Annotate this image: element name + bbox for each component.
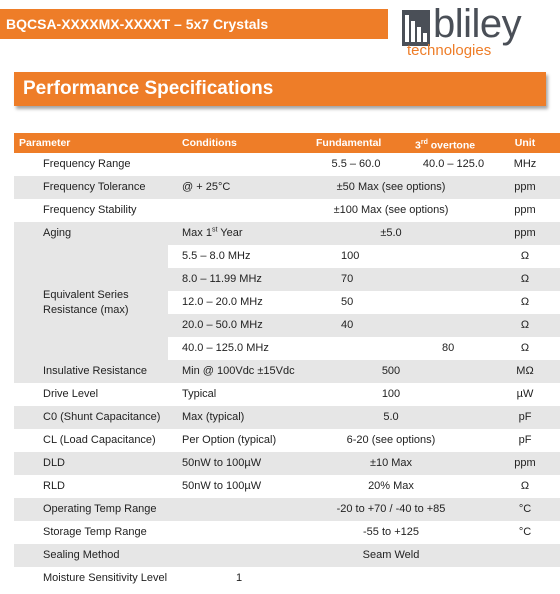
- row-value: -20 to +70 / -40 to +85: [336, 503, 446, 515]
- esr-overtone: 80: [442, 342, 455, 354]
- esr-unit: Ω: [520, 342, 530, 354]
- row-value: ±100 Max (see options): [333, 204, 449, 216]
- row-condition: 50nW to 100µW: [182, 480, 262, 492]
- table-row: [14, 153, 560, 176]
- header-overtone: 3rd overtone: [415, 139, 476, 152]
- logo-subtitle: technologies: [407, 42, 492, 59]
- table-row: [14, 544, 560, 567]
- row-condition: Per Option (typical): [182, 434, 277, 446]
- esr-condition: 40.0 – 125.0 MHz: [182, 342, 269, 354]
- row-unit: ppm: [514, 227, 536, 239]
- row-value: 100: [381, 388, 401, 400]
- row-value: 5.0: [383, 411, 399, 423]
- esr-fundamental: 70: [341, 273, 354, 285]
- table-header: [14, 133, 560, 153]
- row-unit: µW: [516, 388, 534, 400]
- row-parameter: RLD: [43, 480, 66, 492]
- table-row: [14, 521, 560, 544]
- row-value: Seam Weld: [362, 549, 420, 561]
- row-parameter: Insulative Resistance: [43, 365, 147, 377]
- row-unit: °C: [518, 526, 532, 538]
- row-parameter: Sealing Method: [43, 549, 120, 561]
- table-row: [14, 199, 560, 222]
- esr-condition: 20.0 – 50.0 MHz: [182, 319, 263, 331]
- section-title: [14, 72, 546, 106]
- row-unit: pF: [518, 434, 532, 446]
- esr-condition: 8.0 – 11.99 MHz: [182, 273, 262, 285]
- table-row: [14, 452, 560, 475]
- esr-fundamental: 40: [341, 319, 354, 331]
- row-parameter: CL (Load Capacitance): [43, 434, 156, 446]
- document-title: BQCSA-XXXXMX-XXXXT – 5x7 Crystals: [6, 16, 269, 32]
- esr-parameter: Equivalent Series Resistance (max): [43, 289, 129, 316]
- row-unit: pF: [518, 411, 532, 423]
- esr-condition: 12.0 – 20.0 MHz: [182, 296, 263, 308]
- row-unit: Ω: [520, 480, 530, 492]
- row-condition: Max (typical): [182, 411, 245, 423]
- esr-row: [168, 268, 560, 291]
- row-condition: Min @ 100Vdc ±15Vdc: [182, 365, 295, 377]
- row-parameter: Drive Level: [43, 388, 99, 400]
- esr-row: [168, 314, 560, 337]
- row-unit: ppm: [514, 204, 536, 216]
- row-overtone: 40.0 – 125.0: [422, 158, 485, 170]
- table-row: [14, 360, 560, 383]
- row-value: ±10 Max: [369, 457, 413, 469]
- esr-fundamental: 100: [341, 250, 360, 262]
- row-parameter: Moisture Sensitivity Level: [43, 572, 168, 584]
- esr-condition: 5.5 – 8.0 MHz: [182, 250, 251, 262]
- row-condition: Typical: [182, 388, 217, 400]
- row-fundamental: 5.5 – 60.0: [331, 158, 381, 170]
- table-row: [14, 176, 560, 199]
- row-value: -55 to +125: [363, 526, 419, 538]
- row-parameter: C0 (Shunt Capacitance): [43, 411, 161, 423]
- header-parameter: Parameter: [19, 137, 71, 149]
- row-condition: 50nW to 100µW: [182, 457, 262, 469]
- row-value: 6-20 (see options): [346, 434, 436, 446]
- table-row: [14, 498, 560, 521]
- esr-unit: Ω: [520, 296, 530, 308]
- section-title-text: Performance Specifications: [23, 78, 274, 99]
- header-unit: Unit: [514, 137, 536, 149]
- esr-unit: Ω: [520, 250, 530, 262]
- esr-unit: Ω: [520, 273, 530, 285]
- row-value: ±5.0: [380, 227, 402, 239]
- row-parameter: Storage Temp Range: [43, 526, 147, 538]
- row-condition: @ + 25°C: [182, 181, 231, 193]
- bliley-logo: [402, 2, 560, 60]
- document-header-bar: [0, 9, 388, 39]
- row-parameter: Frequency Tolerance: [43, 181, 146, 193]
- row-value: 20% Max: [368, 480, 414, 492]
- esr-unit: Ω: [520, 319, 530, 331]
- row-parameter: DLD: [43, 457, 66, 469]
- row-value: 500: [381, 365, 401, 377]
- row-unit: MΩ: [516, 365, 534, 377]
- esr-fundamental: 50: [341, 296, 354, 308]
- row-value: ±50 Max (see options): [336, 181, 446, 193]
- row-unit: ppm: [514, 181, 536, 193]
- table-row: [14, 429, 560, 452]
- table-row: [14, 567, 560, 590]
- table-row: [14, 475, 560, 498]
- table-row: [14, 383, 560, 406]
- row-parameter: Frequency Stability: [43, 204, 137, 216]
- table-row: [14, 406, 560, 429]
- row-unit: ppm: [514, 457, 536, 469]
- row-condition: Max 1st Year: [182, 226, 243, 239]
- row-parameter: Frequency Range: [43, 158, 131, 170]
- table-row: [14, 222, 560, 245]
- row-condition: 1: [236, 572, 243, 584]
- logo-mark-icon: [402, 10, 430, 46]
- header-conditions: Conditions: [182, 137, 237, 149]
- row-unit: MHz: [513, 158, 537, 170]
- row-parameter: Aging: [43, 227, 72, 239]
- header-fundamental: Fundamental: [316, 137, 382, 149]
- logo-wordmark: bliley: [433, 2, 522, 46]
- row-parameter: Operating Temp Range: [43, 503, 157, 515]
- row-unit: °C: [518, 503, 532, 515]
